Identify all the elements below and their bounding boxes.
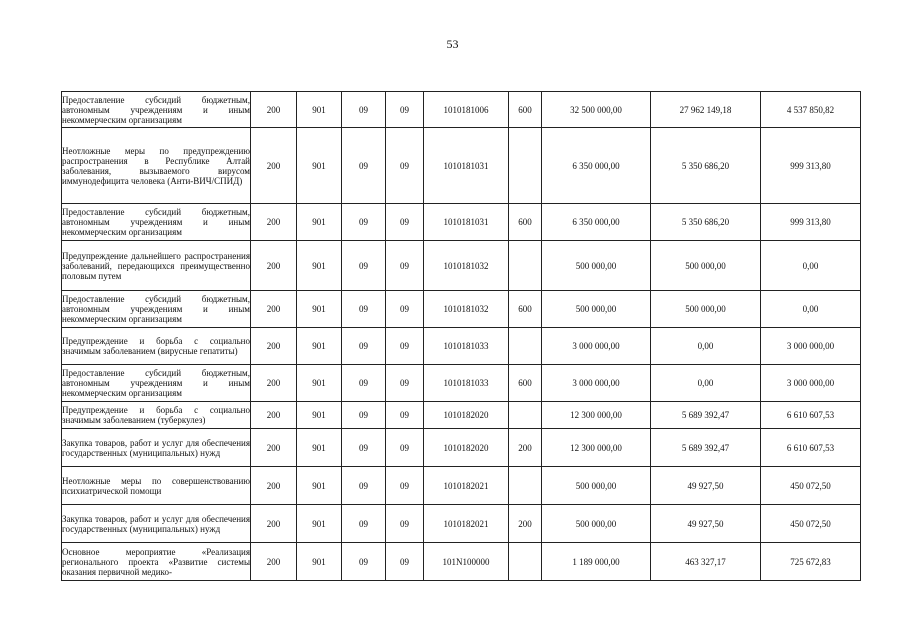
col-target-code: 1010181032 <box>424 291 509 328</box>
col-section: 09 <box>342 128 386 204</box>
col-901: 901 <box>297 365 342 402</box>
col-901: 901 <box>297 543 342 581</box>
col-901: 901 <box>297 402 342 429</box>
col-200: 200 <box>251 328 297 365</box>
col-target-code: 1010181006 <box>424 92 509 128</box>
table-row <box>62 328 861 365</box>
col-planned-amount: 1 189 000,00 <box>542 543 651 581</box>
row-name: Предупреждение и борьба с социально значимым заболеванием (туберкулез) <box>62 402 251 429</box>
col-subsection: 09 <box>386 241 424 291</box>
col-executed-amount: 500 000,00 <box>651 291 761 328</box>
table-row <box>62 128 861 204</box>
row-name: Закупка товаров, работ и услуг для обеспечения государственных (муниципальных) нужд <box>62 429 251 467</box>
col-200: 200 <box>251 402 297 429</box>
page-number: 53 <box>446 37 459 51</box>
col-expense-type: 200 <box>509 429 542 467</box>
col-executed-amount: 49 927,50 <box>651 505 761 543</box>
col-subsection: 09 <box>386 505 424 543</box>
col-200: 200 <box>251 543 297 581</box>
col-unexecuted-amount: 0,00 <box>761 241 861 291</box>
col-subsection: 09 <box>386 128 424 204</box>
col-executed-amount: 5 350 686,20 <box>651 204 761 241</box>
col-200: 200 <box>251 291 297 328</box>
col-planned-amount: 32 500 000,00 <box>542 92 651 128</box>
col-planned-amount: 6 350 000,00 <box>542 204 651 241</box>
col-section: 09 <box>342 429 386 467</box>
col-target-code: 1010181033 <box>424 328 509 365</box>
table-row <box>62 467 861 505</box>
col-executed-amount: 5 350 686,20 <box>651 128 761 204</box>
col-target-code: 1010181031 <box>424 128 509 204</box>
col-section: 09 <box>342 505 386 543</box>
table-row <box>62 543 861 581</box>
col-unexecuted-amount: 4 537 850,82 <box>761 92 861 128</box>
col-200: 200 <box>251 128 297 204</box>
col-section: 09 <box>342 543 386 581</box>
col-expense-type <box>509 128 542 204</box>
col-901: 901 <box>297 505 342 543</box>
col-planned-amount: 3 000 000,00 <box>542 328 651 365</box>
col-901: 901 <box>297 429 342 467</box>
col-expense-type: 600 <box>509 291 542 328</box>
col-target-code: 101N100000 <box>424 543 509 581</box>
col-subsection: 09 <box>386 543 424 581</box>
col-subsection: 09 <box>386 291 424 328</box>
col-901: 901 <box>297 92 342 128</box>
col-executed-amount: 49 927,50 <box>651 467 761 505</box>
col-unexecuted-amount: 0,00 <box>761 291 861 328</box>
col-section: 09 <box>342 467 386 505</box>
col-expense-type <box>509 402 542 429</box>
col-expense-type: 600 <box>509 92 542 128</box>
col-section: 09 <box>342 328 386 365</box>
col-200: 200 <box>251 429 297 467</box>
col-200: 200 <box>251 241 297 291</box>
table-row <box>62 241 861 291</box>
col-executed-amount: 5 689 392,47 <box>651 402 761 429</box>
row-name: Предупреждение дальнейшего распространения заболеваний, передающихся преимущественно половым путем <box>62 241 251 291</box>
col-unexecuted-amount: 450 072,50 <box>761 505 861 543</box>
row-name: Предоставление субсидий бюджетным, автономным учреждениям и иным некоммерческим организациям <box>62 291 251 328</box>
col-planned-amount: 6 350 000,00 <box>542 128 651 204</box>
col-section: 09 <box>342 291 386 328</box>
col-unexecuted-amount: 725 672,83 <box>761 543 861 581</box>
col-section: 09 <box>342 402 386 429</box>
col-unexecuted-amount: 3 000 000,00 <box>761 365 861 402</box>
col-subsection: 09 <box>386 429 424 467</box>
col-planned-amount: 500 000,00 <box>542 467 651 505</box>
col-subsection: 09 <box>386 204 424 241</box>
col-target-code: 1010181031 <box>424 204 509 241</box>
col-901: 901 <box>297 467 342 505</box>
row-name: Закупка товаров, работ и услуг для обеспечения государственных (муниципальных) нужд <box>62 505 251 543</box>
col-section: 09 <box>342 204 386 241</box>
col-200: 200 <box>251 505 297 543</box>
table-row <box>62 92 861 128</box>
col-executed-amount: 5 689 392,47 <box>651 429 761 467</box>
budget-table <box>61 91 861 581</box>
col-expense-type: 200 <box>509 505 542 543</box>
col-expense-type: 600 <box>509 204 542 241</box>
col-expense-type <box>509 328 542 365</box>
col-target-code: 1010182020 <box>424 402 509 429</box>
col-section: 09 <box>342 365 386 402</box>
row-name: Предоставление субсидий бюджетным, автономным учреждениям и иным некоммерческим организациям <box>62 204 251 241</box>
col-subsection: 09 <box>386 365 424 402</box>
col-901: 901 <box>297 328 342 365</box>
col-unexecuted-amount: 6 610 607,53 <box>761 402 861 429</box>
col-target-code: 1010181032 <box>424 241 509 291</box>
row-name: Предупреждение и борьба с социально значимым заболеванием (вирусные гепатиты) <box>62 328 251 365</box>
col-target-code: 1010182020 <box>424 429 509 467</box>
col-200: 200 <box>251 92 297 128</box>
row-name: Неотложные меры по предупреждению распространения в Республике Алтай заболевания, вызываемого вирусом иммунодефицита человека (Анти-ВИЧ/СПИД) <box>62 128 251 204</box>
col-section: 09 <box>342 92 386 128</box>
table-row <box>62 505 861 543</box>
table-row <box>62 365 861 402</box>
col-subsection: 09 <box>386 467 424 505</box>
col-planned-amount: 12 300 000,00 <box>542 429 651 467</box>
col-target-code: 1010182021 <box>424 505 509 543</box>
col-planned-amount: 500 000,00 <box>542 505 651 543</box>
col-unexecuted-amount: 6 610 607,53 <box>761 429 861 467</box>
col-target-code: 1010182021 <box>424 467 509 505</box>
col-unexecuted-amount: 3 000 000,00 <box>761 328 861 365</box>
col-901: 901 <box>297 128 342 204</box>
table-row <box>62 429 861 467</box>
col-planned-amount: 500 000,00 <box>542 241 651 291</box>
col-unexecuted-amount: 999 313,80 <box>761 128 861 204</box>
col-expense-type <box>509 543 542 581</box>
col-subsection: 09 <box>386 328 424 365</box>
col-executed-amount: 500 000,00 <box>651 241 761 291</box>
table-row <box>62 291 861 328</box>
col-unexecuted-amount: 450 072,50 <box>761 467 861 505</box>
col-subsection: 09 <box>386 402 424 429</box>
col-target-code: 1010181033 <box>424 365 509 402</box>
row-name: Предоставление субсидий бюджетным, автономным учреждениям и иным некоммерческим организациям <box>62 365 251 402</box>
col-200: 200 <box>251 204 297 241</box>
col-planned-amount: 500 000,00 <box>542 291 651 328</box>
row-name: Предоставление субсидий бюджетным, автономным учреждениям и иным некоммерческим организациям <box>62 92 251 128</box>
col-expense-type: 600 <box>509 365 542 402</box>
col-expense-type <box>509 241 542 291</box>
col-planned-amount: 3 000 000,00 <box>542 365 651 402</box>
col-subsection: 09 <box>386 92 424 128</box>
col-200: 200 <box>251 365 297 402</box>
col-200: 200 <box>251 467 297 505</box>
col-executed-amount: 0,00 <box>651 365 761 402</box>
col-planned-amount: 12 300 000,00 <box>542 402 651 429</box>
col-executed-amount: 27 962 149,18 <box>651 92 761 128</box>
col-expense-type <box>509 467 542 505</box>
row-name: Неотложные меры по совершенствованию психиатрической помощи <box>62 467 251 505</box>
col-section: 09 <box>342 241 386 291</box>
col-executed-amount: 0,00 <box>651 328 761 365</box>
col-901: 901 <box>297 204 342 241</box>
col-unexecuted-amount: 999 313,80 <box>761 204 861 241</box>
table-row <box>62 204 861 241</box>
col-executed-amount: 463 327,17 <box>651 543 761 581</box>
col-901: 901 <box>297 241 342 291</box>
row-name: Основное мероприятие «Реализация регионального проекта «Развитие системы оказания первичной медико- <box>62 543 251 581</box>
col-901: 901 <box>297 291 342 328</box>
table-row <box>62 402 861 429</box>
